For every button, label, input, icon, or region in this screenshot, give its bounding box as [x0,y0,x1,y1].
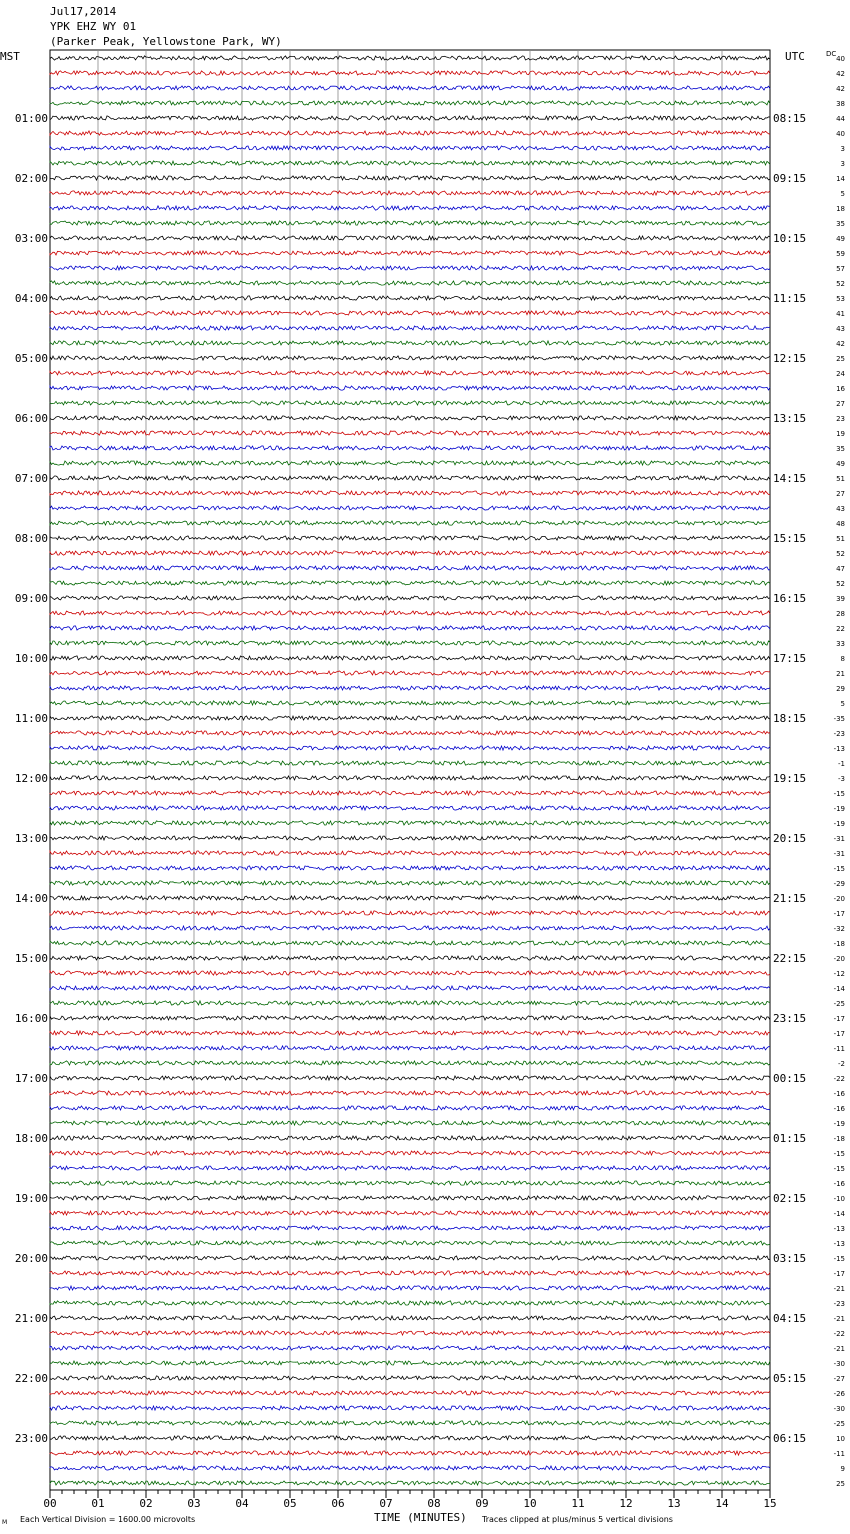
dc-offset-label: 3 [840,145,845,153]
seismic-trace [50,341,770,345]
dc-offset-label: -32 [833,925,845,933]
right-time-label: 17:15 [773,652,807,665]
dc-offset-label: 35 [836,220,845,228]
seismic-trace [50,326,770,330]
left-time-label: 08:00 [14,532,48,545]
dc-offset-label: -17 [833,1270,845,1278]
dc-offset-label: -15 [833,1165,845,1173]
seismic-trace [50,506,770,510]
dc-offset-label: -15 [833,1150,845,1158]
dc-offset-label: -11 [833,1450,845,1458]
dc-offset-label: -35 [833,715,845,723]
dc-offset-label: 5 [840,700,845,708]
seismic-trace [50,1286,770,1290]
seismic-trace [50,1166,770,1170]
right-time-label: 10:15 [773,232,807,245]
dc-offset-label: -31 [833,835,845,843]
seismic-trace [50,686,770,690]
x-tick-label: 03 [187,1497,201,1510]
dc-offset-label: -15 [833,865,845,873]
dc-offset-label: 35 [836,445,845,453]
left-time-label: 02:00 [14,172,48,185]
seismic-trace [50,1376,770,1380]
seismic-trace [50,1361,770,1365]
dc-offset-label: 42 [836,340,845,348]
seismic-trace [50,626,770,630]
seismic-trace [50,86,770,90]
left-time-label: 16:00 [14,1012,48,1025]
dc-offset-label: 27 [836,400,845,408]
x-tick-label: 06 [331,1497,345,1510]
dc-offset-label: 43 [836,505,845,513]
dc-offset-label: -22 [833,1330,845,1338]
seismic-trace [50,821,770,825]
dc-offset-label: 18 [836,205,845,213]
right-time-label: 15:15 [773,532,807,545]
seismic-trace [50,701,770,705]
dc-offset-label: -1 [838,760,845,768]
dc-offset-label: 14 [836,175,845,183]
seismic-trace [50,956,770,960]
left-time-label: 23:00 [14,1432,48,1445]
dc-offset-label: -13 [833,1240,845,1248]
dc-offset-label: 41 [836,310,845,318]
seismic-trace [50,1121,770,1125]
seismic-trace [50,581,770,585]
seismic-trace [50,191,770,195]
right-time-label: 02:15 [773,1192,807,1205]
seismic-trace [50,1481,770,1485]
dc-offset-label: 40 [836,55,845,63]
dc-offset-label: 33 [836,640,845,648]
dc-offset-label: 53 [836,295,845,303]
seismic-trace [50,1106,770,1110]
dc-offset-label: -18 [833,1135,845,1143]
dc-offset-label: 52 [836,280,845,288]
right-time-label: 13:15 [773,412,807,425]
x-tick-label: 09 [475,1497,489,1510]
dc-offset-label: -21 [833,1345,845,1353]
right-time-label: 06:15 [773,1432,807,1445]
dc-offset-label: -19 [833,1120,845,1128]
seismic-trace [50,776,770,780]
seismic-trace [50,1451,770,1455]
right-time-label: 18:15 [773,712,807,725]
dc-offset-label: -16 [833,1090,845,1098]
seismic-trace [50,641,770,645]
seismic-trace [50,716,770,720]
dc-offset-label: -30 [833,1405,845,1413]
dc-offset-label: 49 [836,235,845,243]
left-time-label: 22:00 [14,1372,48,1385]
seismic-trace [50,236,770,240]
left-time-label: 17:00 [14,1072,48,1085]
dc-offset-label: 25 [836,1480,845,1488]
left-timezone-label: MST [0,50,20,63]
dc-offset-label: 47 [836,565,845,573]
right-time-label: 11:15 [773,292,807,305]
left-time-label: 10:00 [14,652,48,665]
station-location: (Parker Peak, Yellowstone Park, WY) [50,35,282,48]
dc-offset-label: -18 [833,940,845,948]
seismic-trace [50,266,770,270]
left-time-label: 21:00 [14,1312,48,1325]
dc-offset-label: -2 [838,1060,845,1068]
x-tick-label: 12 [619,1497,633,1510]
right-time-label: 23:15 [773,1012,807,1025]
seismic-trace [50,866,770,870]
seismic-trace [50,431,770,435]
right-time-label: 22:15 [773,952,807,965]
dc-label: DC [826,50,837,58]
right-timezone-label: UTC [785,50,805,63]
left-time-label: 20:00 [14,1252,48,1265]
dc-offset-label: 28 [836,610,845,618]
seismic-trace [50,971,770,975]
vertical-division-note: Each Vertical Division = 1600.00 microvolts [20,1515,196,1524]
dc-offset-label: -21 [833,1315,845,1323]
x-tick-label: 02 [139,1497,153,1510]
left-time-label: 09:00 [14,592,48,605]
seismic-trace [50,836,770,840]
seismic-trace [50,881,770,885]
seismic-trace [50,611,770,615]
seismic-trace [50,281,770,285]
dc-offset-label: -23 [833,1300,845,1308]
seismic-trace [50,1091,770,1095]
left-time-label: 18:00 [14,1132,48,1145]
dc-offset-label: -31 [833,850,845,858]
seismic-trace [50,1241,770,1245]
dc-offset-label: -3 [838,775,845,783]
seismic-trace [50,1181,770,1185]
left-time-label: 01:00 [14,112,48,125]
x-tick-label: 00 [43,1497,57,1510]
seismic-trace [50,1406,770,1410]
seismic-trace [50,401,770,405]
left-time-label: 05:00 [14,352,48,365]
left-time-label: 07:00 [14,472,48,485]
dc-offset-label: -16 [833,1105,845,1113]
dc-offset-label: -17 [833,1030,845,1038]
seismic-trace [50,566,770,570]
seismic-trace [50,896,770,900]
seismic-trace [50,386,770,390]
dc-offset-label: -25 [833,1000,845,1008]
x-tick-label: 11 [571,1497,585,1510]
x-tick-label: 01 [91,1497,105,1510]
dc-offset-label: 16 [836,385,845,393]
seismic-trace [50,206,770,210]
seismic-trace [50,1316,770,1320]
left-time-label: 15:00 [14,952,48,965]
left-time-label: 03:00 [14,232,48,245]
right-time-label: 03:15 [773,1252,807,1265]
seismic-trace [50,1046,770,1050]
left-time-label: 04:00 [14,292,48,305]
seismic-trace [50,161,770,165]
seismic-trace [50,1061,770,1065]
seismic-trace [50,1196,770,1200]
left-time-label: 11:00 [14,712,48,725]
seismic-trace [50,746,770,750]
seismic-trace [50,1226,770,1230]
station-name: YPK EHZ WY 01 [50,20,137,33]
dc-offset-label: 22 [836,625,845,633]
dc-offset-label: -15 [833,1255,845,1263]
dc-offset-label: -20 [833,955,845,963]
seismic-trace [50,1001,770,1005]
seismic-trace [50,116,770,120]
left-time-label: 06:00 [14,412,48,425]
dc-offset-label: -10 [833,1195,845,1203]
right-time-label: 01:15 [773,1132,807,1145]
dc-offset-label: -17 [833,910,845,918]
clipping-note: Traces clipped at plus/minus 5 vertical divisions [482,1515,673,1524]
seismic-trace [50,446,770,450]
footer-mark: M [2,1519,8,1526]
left-time-label: 14:00 [14,892,48,905]
seismic-trace [50,476,770,480]
seismic-trace [50,1301,770,1305]
x-tick-label: 07 [379,1497,393,1510]
dc-offset-label: 10 [836,1435,845,1443]
dc-offset-label: -13 [833,1225,845,1233]
seismic-trace [50,176,770,180]
dc-offset-label: 21 [836,670,845,678]
left-time-label: 13:00 [14,832,48,845]
seismic-trace [50,101,770,105]
dc-offset-label: -16 [833,1180,845,1188]
right-time-label: 12:15 [773,352,807,365]
dc-offset-label: 29 [836,685,845,693]
seismic-trace [50,356,770,360]
seismic-trace [50,131,770,135]
dc-offset-label: -30 [833,1360,845,1368]
dc-offset-label: 52 [836,550,845,558]
dc-offset-label: 39 [836,595,845,603]
seismic-trace [50,1391,770,1395]
dc-offset-label: 42 [836,85,845,93]
right-time-label: 04:15 [773,1312,807,1325]
dc-offset-label: -17 [833,1015,845,1023]
dc-offset-label: 27 [836,490,845,498]
seismic-trace [50,1271,770,1275]
seismic-trace [50,926,770,930]
seismic-trace [50,941,770,945]
seismic-trace [50,461,770,465]
dc-offset-label: 59 [836,250,845,258]
right-time-label: 20:15 [773,832,807,845]
seismic-trace [50,1436,770,1440]
dc-offset-label: 40 [836,130,845,138]
seismic-trace [50,221,770,225]
dc-offset-label: -12 [833,970,845,978]
dc-offset-label: -26 [833,1390,845,1398]
dc-offset-label: 9 [840,1465,845,1473]
dc-offset-label: 5 [840,190,845,198]
right-time-label: 14:15 [773,472,807,485]
seismic-trace [50,296,770,300]
dc-offset-label: -22 [833,1075,845,1083]
seismic-trace [50,1466,770,1470]
dc-offset-label: 25 [836,355,845,363]
dc-offset-label: -14 [833,985,845,993]
dc-offset-label: -21 [833,1285,845,1293]
dc-offset-label: 42 [836,70,845,78]
dc-offset-label: 24 [836,370,845,378]
seismic-trace [50,911,770,915]
right-time-label: 05:15 [773,1372,807,1385]
seismic-trace [50,251,770,255]
seismic-trace [50,56,770,60]
dc-offset-label: 57 [836,265,845,273]
dc-offset-label: 51 [836,535,845,543]
x-tick-label: 15 [763,1497,777,1510]
right-time-label: 00:15 [773,1072,807,1085]
seismic-trace [50,1331,770,1335]
right-time-label: 09:15 [773,172,807,185]
right-time-label: 21:15 [773,892,807,905]
dc-offset-label: -25 [833,1420,845,1428]
dc-offset-label: 3 [840,160,845,168]
dc-offset-label: 23 [836,415,845,423]
dc-offset-label: -29 [833,880,845,888]
x-tick-label: 14 [715,1497,729,1510]
seismic-trace [50,416,770,420]
dc-offset-label: -19 [833,805,845,813]
seismic-trace [50,656,770,660]
seismic-trace [50,731,770,735]
right-time-label: 16:15 [773,592,807,605]
x-tick-label: 13 [667,1497,681,1510]
seismic-trace [50,71,770,75]
seismic-trace [50,521,770,525]
dc-offset-label: 43 [836,325,845,333]
right-time-label: 19:15 [773,772,807,785]
seismic-trace [50,146,770,150]
x-tick-label: 04 [235,1497,249,1510]
left-time-label: 19:00 [14,1192,48,1205]
seismic-trace [50,671,770,675]
seismic-trace [50,551,770,555]
dc-offset-label: -15 [833,790,845,798]
seismic-trace [50,791,770,795]
dc-offset-label: 38 [836,100,845,108]
seismic-trace [50,1151,770,1155]
seismic-trace [50,1031,770,1035]
dc-offset-label: -13 [833,745,845,753]
dc-offset-label: 8 [840,655,845,663]
right-time-label: 08:15 [773,112,807,125]
seismic-trace [50,491,770,495]
seismic-trace [50,761,770,765]
seismic-trace [50,806,770,810]
dc-offset-label: -27 [833,1375,845,1383]
seismic-trace [50,1211,770,1215]
dc-offset-label: -14 [833,1210,845,1218]
x-tick-label: 10 [523,1497,537,1510]
x-axis-label: TIME (MINUTES) [374,1511,467,1524]
seismic-trace [50,1346,770,1350]
dc-offset-label: -11 [833,1045,845,1053]
seismic-trace [50,851,770,855]
dc-offset-label: -19 [833,820,845,828]
dc-offset-label: 52 [836,580,845,588]
dc-offset-label: -23 [833,730,845,738]
x-tick-label: 08 [427,1497,441,1510]
seismic-trace [50,311,770,315]
seismic-trace [50,1076,770,1080]
seismic-trace [50,371,770,375]
dc-offset-label: -20 [833,895,845,903]
plot-date: Jul17,2014 [50,5,117,18]
left-time-label: 12:00 [14,772,48,785]
seismic-trace [50,1421,770,1425]
dc-offset-label: 19 [836,430,845,438]
dc-offset-label: 49 [836,460,845,468]
seismic-trace [50,1256,770,1260]
dc-offset-label: 48 [836,520,845,528]
seismic-trace [50,536,770,540]
seismic-trace [50,596,770,600]
x-tick-label: 05 [283,1497,297,1510]
seismic-trace [50,986,770,990]
dc-offset-label: 51 [836,475,845,483]
dc-offset-label: 44 [836,115,845,123]
seismic-trace [50,1016,770,1020]
seismic-trace [50,1136,770,1140]
